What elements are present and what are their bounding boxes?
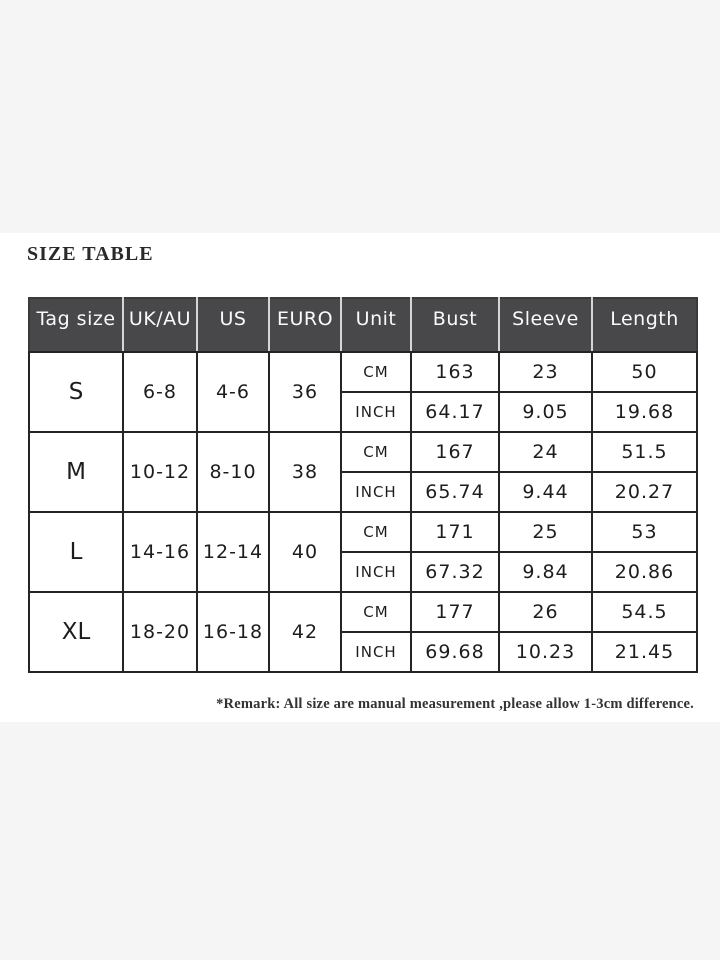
us-cell: 8-10: [197, 432, 269, 512]
bust-value-cell: 67.32: [411, 552, 499, 592]
sleeve-value-cell: 9.05: [499, 392, 592, 432]
size-row-l-cm: [29, 512, 697, 552]
uk-au-cell: 10-12: [123, 432, 197, 512]
tag-size-cell: L: [29, 512, 123, 592]
header-cell-sleeve: Sleeve: [499, 298, 592, 352]
size-chart-panel: [0, 233, 720, 722]
uk-au-cell: 14-16: [123, 512, 197, 592]
bust-value-cell: 167: [411, 432, 499, 472]
bust-value-cell: 65.74: [411, 472, 499, 512]
unit-cell-cm: CM: [341, 512, 411, 552]
tag-size-cell: M: [29, 432, 123, 512]
length-value-cell: 20.27: [592, 472, 697, 512]
length-value-cell: 19.68: [592, 392, 697, 432]
table-header-row: [29, 298, 697, 352]
remark-note: *Remark: All size are manual measurement ,please allow 1-3cm difference.: [216, 696, 694, 712]
unit-cell-inch: INCH: [341, 472, 411, 512]
bust-value-cell: 163: [411, 352, 499, 392]
header-cell-euro: EURO: [269, 298, 341, 352]
header-cell-bust: Bust: [411, 298, 499, 352]
length-value-cell: 50: [592, 352, 697, 392]
sleeve-value-cell: 26: [499, 592, 592, 632]
header-cell-tag-size: Tag size: [29, 298, 123, 352]
sleeve-value-cell: 23: [499, 352, 592, 392]
length-value-cell: 20.86: [592, 552, 697, 592]
sleeve-value-cell: 9.84: [499, 552, 592, 592]
bust-value-cell: 171: [411, 512, 499, 552]
euro-cell: 38: [269, 432, 341, 512]
length-value-cell: 53: [592, 512, 697, 552]
header-cell-unit: Unit: [341, 298, 411, 352]
length-value-cell: 51.5: [592, 432, 697, 472]
tag-size-cell: XL: [29, 592, 123, 672]
us-cell: 16-18: [197, 592, 269, 672]
unit-cell-cm: CM: [341, 352, 411, 392]
euro-cell: 42: [269, 592, 341, 672]
euro-cell: 40: [269, 512, 341, 592]
header-cell-us: US: [197, 298, 269, 352]
unit-cell-inch: INCH: [341, 392, 411, 432]
sleeve-value-cell: 10.23: [499, 632, 592, 672]
unit-cell-inch: INCH: [341, 552, 411, 592]
sleeve-value-cell: 24: [499, 432, 592, 472]
length-value-cell: 54.5: [592, 592, 697, 632]
unit-cell-cm: CM: [341, 432, 411, 472]
length-value-cell: 21.45: [592, 632, 697, 672]
unit-cell-cm: CM: [341, 592, 411, 632]
page-title: SIZE TABLE: [27, 243, 154, 265]
tag-size-cell: S: [29, 352, 123, 432]
header-cell-length: Length: [592, 298, 697, 352]
header-cell-uk-au: UK/AU: [123, 298, 197, 352]
bust-value-cell: 69.68: [411, 632, 499, 672]
us-cell: 4-6: [197, 352, 269, 432]
size-table: [28, 297, 698, 673]
bust-value-cell: 177: [411, 592, 499, 632]
bust-value-cell: 64.17: [411, 392, 499, 432]
size-row-m-cm: [29, 432, 697, 472]
uk-au-cell: 18-20: [123, 592, 197, 672]
us-cell: 12-14: [197, 512, 269, 592]
unit-cell-inch: INCH: [341, 632, 411, 672]
size-row-s-cm: [29, 352, 697, 392]
sleeve-value-cell: 25: [499, 512, 592, 552]
sleeve-value-cell: 9.44: [499, 472, 592, 512]
euro-cell: 36: [269, 352, 341, 432]
size-row-xl-cm: [29, 592, 697, 632]
uk-au-cell: 6-8: [123, 352, 197, 432]
